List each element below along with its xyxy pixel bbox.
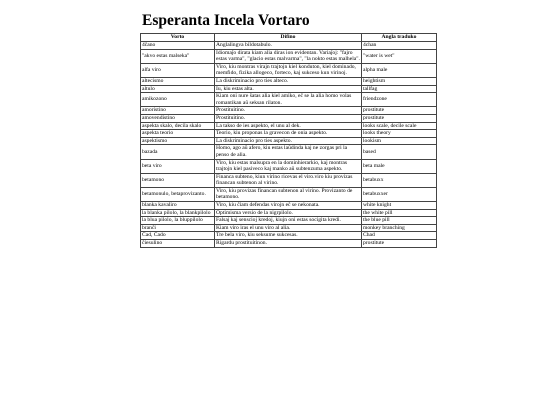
cell-word: la blua pilolo, la bluppilolo xyxy=(141,217,215,225)
cell-definition: Falsaj kaj senscioj kredoj, kiujn oni estas socigita kredi. xyxy=(215,217,362,225)
cell-definition: Anglalingva bildotabulo. xyxy=(215,42,362,50)
cell-translation: tallfag xyxy=(362,85,437,93)
cell-word: amovendistino xyxy=(141,114,215,122)
cell-translation: friendzone xyxy=(362,93,437,107)
cell-translation: prostitute xyxy=(362,107,437,115)
cell-translation: "water is wet" xyxy=(362,49,437,63)
cell-translation: beta male xyxy=(362,159,437,173)
table-row xyxy=(141,209,437,217)
cell-definition: Prostituitino. xyxy=(215,114,362,122)
table-row xyxy=(141,159,437,173)
cell-definition: Homo, ago aŭ afero, kiu estas laŭdinda kaj ne zorgas pri la penso de alia. xyxy=(215,145,362,159)
cell-definition: Iu, kiu estas alta. xyxy=(215,85,362,93)
cell-definition: Viro, kiu estas malsupra en la dominhierarkio, kaj montras trajtojn kiel pasiveco kaj manko aŭ subtenzuma aspekto. xyxy=(215,159,362,173)
table-row xyxy=(141,137,437,145)
column-header-word: Vorto xyxy=(141,34,215,42)
cell-word: beta viro xyxy=(141,159,215,173)
cell-translation: the white pill xyxy=(362,209,437,217)
cell-definition: Viro, kiu ĉiam defendas virojn eĉ se nekonata. xyxy=(215,202,362,210)
cell-word: altecismo xyxy=(141,77,215,85)
cell-definition: La takso de ies aspekto, el unu al dek. xyxy=(215,122,362,130)
column-header-definition: Difino xyxy=(215,34,362,42)
cell-word: betamonulo, betaprovizanto. xyxy=(141,187,215,201)
cell-word: 4ĉano xyxy=(141,42,215,50)
table-header-row xyxy=(141,34,437,42)
table-row xyxy=(141,49,437,63)
table-row xyxy=(141,85,437,93)
table-row xyxy=(141,224,437,232)
cell-translation: heightism xyxy=(362,77,437,85)
cell-word: ĉiesulino xyxy=(141,240,215,248)
table-row xyxy=(141,93,437,107)
page-bottom-cutoff xyxy=(140,397,436,405)
table-row xyxy=(141,122,437,130)
cell-translation: prostitute xyxy=(362,240,437,248)
cell-definition: Prostituitino. xyxy=(215,107,362,115)
cell-translation: the blue pill xyxy=(362,217,437,225)
cell-translation: looks scale, decile scale xyxy=(362,122,437,130)
cell-word: aspekta skalo, decila skalo xyxy=(141,122,215,130)
cell-definition: Financa subteno, kiun virino ricevas el viro.viro kiu provizas financan subtenon al virino. xyxy=(215,173,362,187)
cell-word: blanka kavaliro xyxy=(141,202,215,210)
table-row xyxy=(141,232,437,240)
cell-definition: Viro, kiu provizas financan subtenon al virino. Provizanto de betamono. xyxy=(215,187,362,201)
cell-word: betamono xyxy=(141,173,215,187)
cell-definition: Optimisma versio de la nigrpilolo. xyxy=(215,209,362,217)
cell-translation: 4chan xyxy=(362,42,437,50)
table-row xyxy=(141,42,437,50)
table-row xyxy=(141,240,437,248)
table-row xyxy=(141,63,437,77)
cell-definition: Kiam oni nure ŝatas alia kiel amiko, eĉ se la alia homo volas romantikan aŭ seksan rilaton. xyxy=(215,93,362,107)
cell-translation: monkey branching xyxy=(362,224,437,232)
page-title: Esperanta Incela Vortaro xyxy=(142,12,310,29)
cell-word: bazada xyxy=(141,145,215,159)
table-row xyxy=(141,173,437,187)
cell-word: "akvo estas malseka" xyxy=(141,49,215,63)
cell-word: amoristino xyxy=(141,107,215,115)
cell-definition: Teorio, kiu proponas la gravecon de onia aspekto. xyxy=(215,130,362,138)
cell-definition: La diskriminacio pro ties alteco. xyxy=(215,77,362,85)
cell-translation: looks theory xyxy=(362,130,437,138)
cell-word: altulo xyxy=(141,85,215,93)
cell-translation: alpha male xyxy=(362,63,437,77)
cell-translation: Chad xyxy=(362,232,437,240)
cell-translation: lookism xyxy=(362,137,437,145)
cell-translation: white knight xyxy=(362,202,437,210)
table-row xyxy=(141,77,437,85)
column-header-translation: Angla traduko xyxy=(362,34,437,42)
glossary-rows xyxy=(141,42,437,248)
table-row xyxy=(141,114,437,122)
cell-word: aspektismo xyxy=(141,137,215,145)
table-row xyxy=(141,187,437,201)
cell-definition: Idiomaĵo dirata kiam alia diras ion evidentan. Variaĵoj: "fajro estas varma", "glacio estas malvarma", "la nokto estas malhela". xyxy=(216,49,360,63)
cell-word: amikozono xyxy=(141,93,215,107)
glossary-table xyxy=(140,33,437,248)
cell-word: alfa viro xyxy=(141,63,215,77)
table-row xyxy=(141,145,437,159)
cell-translation: prostitute xyxy=(362,114,437,122)
cell-word: aspekta teorio xyxy=(141,130,215,138)
cell-word: branĉi xyxy=(141,224,215,232)
cell-translation: betabuxx xyxy=(362,173,437,187)
cell-definition: Tre bela viro, kiu seksume sukcesas. xyxy=(215,232,362,240)
table-row xyxy=(141,202,437,210)
cell-translation: betabuxxer xyxy=(362,187,437,201)
cell-translation: based xyxy=(362,145,437,159)
cell-definition: Viro, kiu montras virajn trajtojn kiel konduton, kiel dominado, memfido, fizika allogeco, forteco, kaj sukceso kun virinoj. xyxy=(215,63,362,77)
table-row xyxy=(141,107,437,115)
table-row xyxy=(141,217,437,225)
table-row xyxy=(141,130,437,138)
cell-word: Ĉad, Ĉado xyxy=(141,232,215,240)
cell-definition: Rigardu prostituitinon. xyxy=(215,240,362,248)
cell-definition: Kiam viro iras el unu viro al alia. xyxy=(215,224,362,232)
cell-definition: La diskriminacio pro ties aspekto. xyxy=(215,137,362,145)
cell-word: la blanka pilolo, la blankpilolo xyxy=(141,209,215,217)
